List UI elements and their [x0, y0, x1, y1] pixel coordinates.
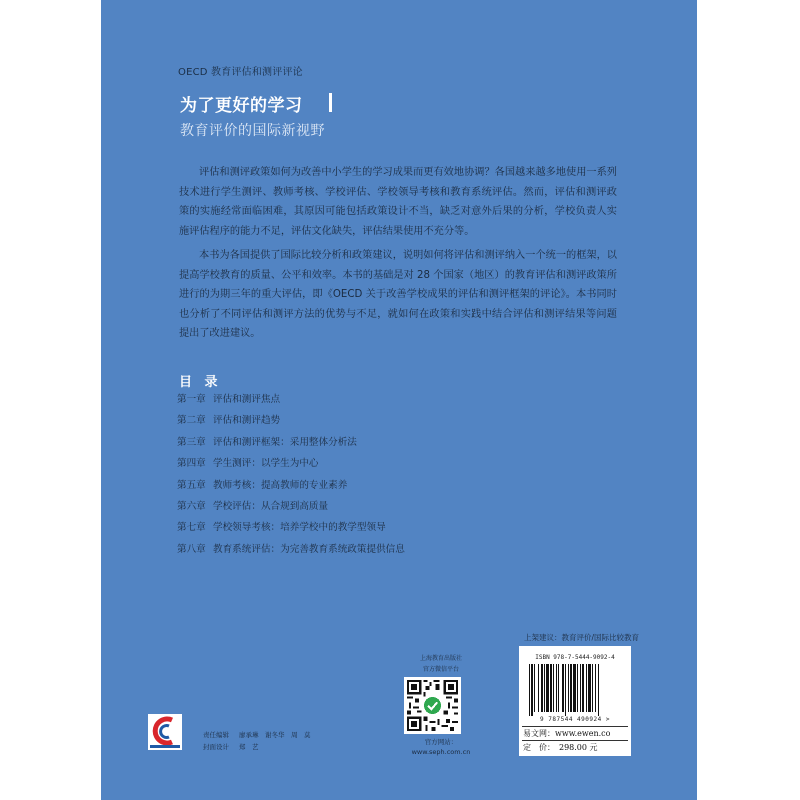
toc-chapter: 第八章 — [177, 543, 206, 555]
toc-title: 教师考核：提高教师的专业素养 — [213, 479, 348, 491]
toc-chapter: 第三章 — [177, 436, 206, 448]
toc-chapter: 第七章 — [177, 522, 206, 534]
toc-item — [177, 432, 405, 453]
toc-chapter: 第一章 — [177, 394, 206, 405]
ewen-site: 易文网：www.ewen.co — [523, 729, 611, 738]
publisher-name: 上海教育出版社 — [419, 655, 462, 662]
book-subtitle: 教育评价的国际新视野 — [180, 123, 325, 139]
toc-title: 评估和测评焦点 — [213, 394, 281, 405]
credits — [203, 729, 311, 753]
toc-heading: 目 录 — [179, 375, 222, 390]
credit-line — [203, 741, 311, 753]
toc-chapter: 第二章 — [177, 415, 206, 427]
credit-names: 廖承琳 谢冬华 周 莫 — [239, 731, 311, 739]
toc-item — [177, 453, 405, 474]
table-of-contents — [177, 389, 405, 560]
website-url: www.seph.com.cn — [411, 748, 471, 756]
book-back-cover — [101, 0, 697, 800]
toc-item — [177, 496, 405, 517]
toc-chapter: 第六章 — [177, 500, 206, 512]
website-label: 官方网站： — [424, 738, 458, 746]
toc-item — [177, 539, 405, 560]
wechat-label: 官方微信平台 — [422, 666, 459, 673]
toc-chapter: 第四章 — [177, 458, 206, 470]
toc-title: 学生测评：以学生为中心 — [213, 458, 319, 470]
blurb-paragraph-1: 评估和测评政策如何为改善中小学生的学习成果而更有效地协调？各国越来越多地使用一系列技术进行学生测评、教师考核、学校评估、学校领导考核和教育系统评估。然而，评估和测评政策的实施经常面临困难，其原因可能包括政策设计不当，缺乏对意外后果的分析，学校负责人实施评估程序的能力不足，评估文化缺失，评估结果使用不充分等。 — [179, 167, 617, 237]
credit-role: 责任编辑 — [203, 731, 229, 739]
toc-title: 学校领导考核：培养学校中的教学型领导 — [213, 522, 386, 534]
credit-names: 郑 艺 — [239, 743, 259, 751]
shelving-category: 上架建议：教育评价/国际比较教育 — [524, 633, 640, 642]
publisher-logo-icon — [148, 714, 182, 750]
toc-item — [177, 517, 405, 538]
qr-code-icon — [404, 677, 461, 734]
barcode-icon — [527, 664, 623, 716]
publisher-block — [401, 653, 481, 675]
toc-title: 教育系统评估：为完善教育系统政策提供信息 — [213, 543, 405, 555]
toc-title: 学校评估：从合规到高质量 — [213, 500, 329, 512]
credit-line — [203, 729, 311, 741]
website-block — [401, 737, 481, 757]
toc-item — [177, 389, 405, 410]
toc-title: 评估和测评框架：采用整体分析法 — [213, 436, 357, 448]
toc-item — [177, 410, 405, 431]
isbn-text: ISBN 978-7-5444-9092-4 — [535, 654, 615, 661]
isbn-barcode-box — [519, 646, 631, 756]
toc-chapter: 第五章 — [177, 479, 206, 491]
book-title: 为了更好的学习 — [180, 96, 303, 116]
toc-title: 评估和测评趋势 — [213, 415, 281, 427]
price: 定 价： 298.00 元 — [523, 743, 598, 752]
divider — [522, 740, 628, 741]
blurb-paragraph-2: 本书为各国提供了国际比较分析和政策建议，说明如何将评估和测评纳入一个统一的框架，以提高学校教育的质量、公平和效率。本书的基础是对 28 个国家（地区）的教育评估和测评政策所进行的为期三年的重大评估，即《OECD 关于改善学校成果的评估和测评框架的评论》。本书同时也分析了不同评估和测评方法的优势与不足，就如何在政策和实践中结合评估和测评结果等问题提出了改进建议。 — [179, 250, 617, 340]
barcode-digits: 9 787544 490924 > — [540, 716, 610, 723]
series-name: OECD 教育评估和测评评论 — [178, 67, 303, 78]
divider — [522, 726, 628, 727]
toc-item — [177, 475, 405, 496]
credit-role: 封面设计 — [203, 743, 229, 751]
